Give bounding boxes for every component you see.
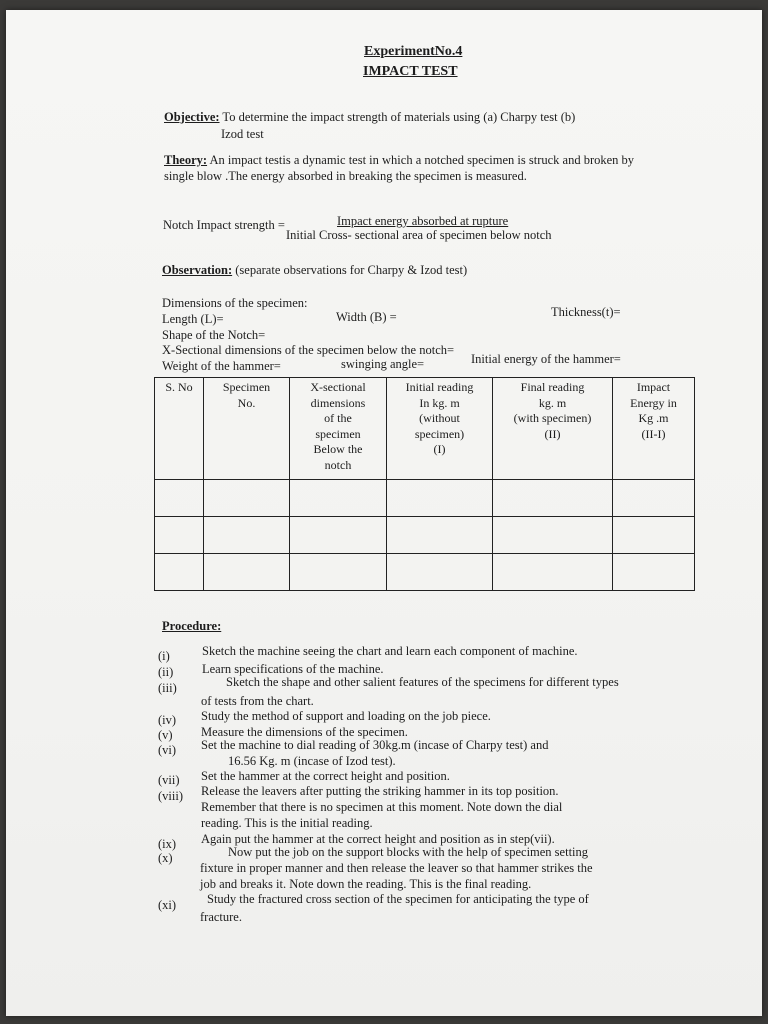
table-cell bbox=[613, 517, 695, 554]
table-cell bbox=[290, 480, 387, 517]
table-cell bbox=[155, 480, 204, 517]
table-cell bbox=[493, 517, 613, 554]
table-cell bbox=[387, 554, 493, 591]
table-cell bbox=[613, 554, 695, 591]
step-number: (vii) bbox=[158, 773, 180, 787]
table-cell bbox=[613, 480, 695, 517]
table-cell bbox=[493, 554, 613, 591]
header-sno: S. No bbox=[155, 378, 204, 480]
header-specimen-no: Specimen No. bbox=[204, 378, 290, 480]
step-text: 16.56 Kg. m (incase of Izod test). bbox=[228, 754, 396, 768]
step-number: (viii) bbox=[158, 789, 183, 803]
thickness-field: Thickness(t)= bbox=[551, 305, 621, 319]
step-text: Study the fractured cross section of the specimen for anticipating the type of bbox=[207, 892, 589, 906]
theory-line-1 bbox=[164, 153, 634, 168]
step-text: Set the machine to dial reading of 30kg.m (incase of Charpy test) and bbox=[201, 738, 549, 752]
table-cell bbox=[204, 517, 290, 554]
step-number: (iii) bbox=[158, 681, 177, 695]
step-number: (x) bbox=[158, 851, 173, 865]
table-cell bbox=[155, 517, 204, 554]
table-row bbox=[155, 517, 695, 554]
header-initial-reading: Initial reading In kg. m (without specimen) (I) bbox=[387, 378, 493, 480]
formula-denominator: Initial Cross- sectional area of specimen below notch bbox=[286, 228, 552, 242]
width-field: Width (B) = bbox=[336, 310, 397, 324]
length-field: Length (L)= bbox=[162, 312, 224, 326]
step-number: (v) bbox=[158, 728, 173, 742]
step-text: Set the hammer at the correct height and position. bbox=[201, 769, 450, 783]
step-number: (ii) bbox=[158, 665, 174, 679]
step-text: Again put the hammer at the correct height and position as in step(vii). bbox=[201, 832, 555, 846]
procedure-label: Procedure: bbox=[162, 619, 222, 633]
table-cell bbox=[204, 554, 290, 591]
observation-table bbox=[154, 377, 695, 591]
experiment-number: ExperimentNo.4 bbox=[364, 44, 463, 59]
page-title: IMPACT TEST bbox=[363, 64, 458, 79]
initial-energy-field: Initial energy of the hammer= bbox=[471, 352, 621, 366]
dimensions-heading: Dimensions of the specimen: bbox=[162, 296, 308, 310]
step-text: fixture in proper manner and then release the leaver so that hammer strikes the bbox=[200, 861, 593, 875]
theory-text-1: An impact testis a dynamic test in which a notched specimen is struck and broken by bbox=[207, 153, 635, 167]
theory-text-2: single blow .The energy absorbed in breaking the specimen is measured. bbox=[164, 169, 527, 183]
objective-label: Objective: bbox=[164, 110, 220, 124]
step-text: Measure the dimensions of the specimen. bbox=[201, 725, 408, 739]
step-number: (ix) bbox=[158, 837, 177, 851]
step-text: Now put the job on the support blocks with the help of specimen setting bbox=[228, 845, 589, 859]
observation-label: Observation: bbox=[162, 263, 233, 277]
table-cell bbox=[290, 517, 387, 554]
swing-angle-field: swinging angle= bbox=[341, 357, 425, 371]
table-header-row bbox=[155, 378, 695, 480]
step-text: of tests from the chart. bbox=[201, 694, 314, 708]
table-cell bbox=[155, 554, 204, 591]
objective-text-2: Izod test bbox=[221, 127, 264, 141]
table-row bbox=[155, 480, 695, 517]
header-final-reading: Final reading kg. m (with specimen) (II) bbox=[493, 378, 613, 480]
table-cell bbox=[290, 554, 387, 591]
step-text: Study the method of support and loading on the job piece. bbox=[201, 709, 491, 723]
step-number: (iv) bbox=[158, 713, 177, 727]
header-impact-energy: Impact Energy in Kg .m (II-I) bbox=[613, 378, 695, 480]
observation-line bbox=[162, 263, 467, 278]
step-text: reading. This is the initial reading. bbox=[201, 816, 373, 830]
step-number: (xi) bbox=[158, 898, 177, 912]
table-cell bbox=[493, 480, 613, 517]
step-text: fracture. bbox=[200, 910, 242, 924]
hammer-weight-field: Weight of the hammer= bbox=[162, 359, 281, 373]
observation-text: (separate observations for Charpy & Izod test) bbox=[232, 263, 468, 277]
step-text: Sketch the shape and other salient features of the specimens for different types bbox=[226, 675, 619, 689]
table-row bbox=[155, 554, 695, 591]
table-cell bbox=[387, 517, 493, 554]
notch-shape-field: Shape of the Notch= bbox=[162, 328, 266, 342]
step-text: Release the leavers after putting the striking hammer in its top position. bbox=[201, 784, 559, 798]
step-text: Sketch the machine seeing the chart and learn each component of machine. bbox=[202, 644, 578, 658]
table-cell bbox=[387, 480, 493, 517]
step-text: Remember that there is no specimen at this moment. Note down the dial bbox=[201, 800, 563, 814]
formula-lhs: Notch Impact strength = bbox=[163, 218, 285, 232]
table-cell bbox=[204, 480, 290, 517]
step-text: Learn specifications of the machine. bbox=[202, 662, 384, 676]
objective-line-1 bbox=[164, 110, 575, 125]
step-text: job and breaks it. Note down the reading. This is the final reading. bbox=[200, 877, 532, 891]
objective-text-1: To determine the impact strength of materials using (a) Charpy test (b) bbox=[219, 110, 576, 124]
step-number: (vi) bbox=[158, 743, 177, 757]
theory-label: Theory: bbox=[164, 153, 208, 167]
formula-numerator: Impact energy absorbed at rupture bbox=[337, 214, 509, 228]
x-section-field: X-Sectional dimensions of the specimen below the notch= bbox=[162, 343, 455, 357]
header-x-section: X-sectional dimensions of the specimen Below the notch bbox=[290, 378, 387, 480]
step-number: (i) bbox=[158, 649, 170, 663]
